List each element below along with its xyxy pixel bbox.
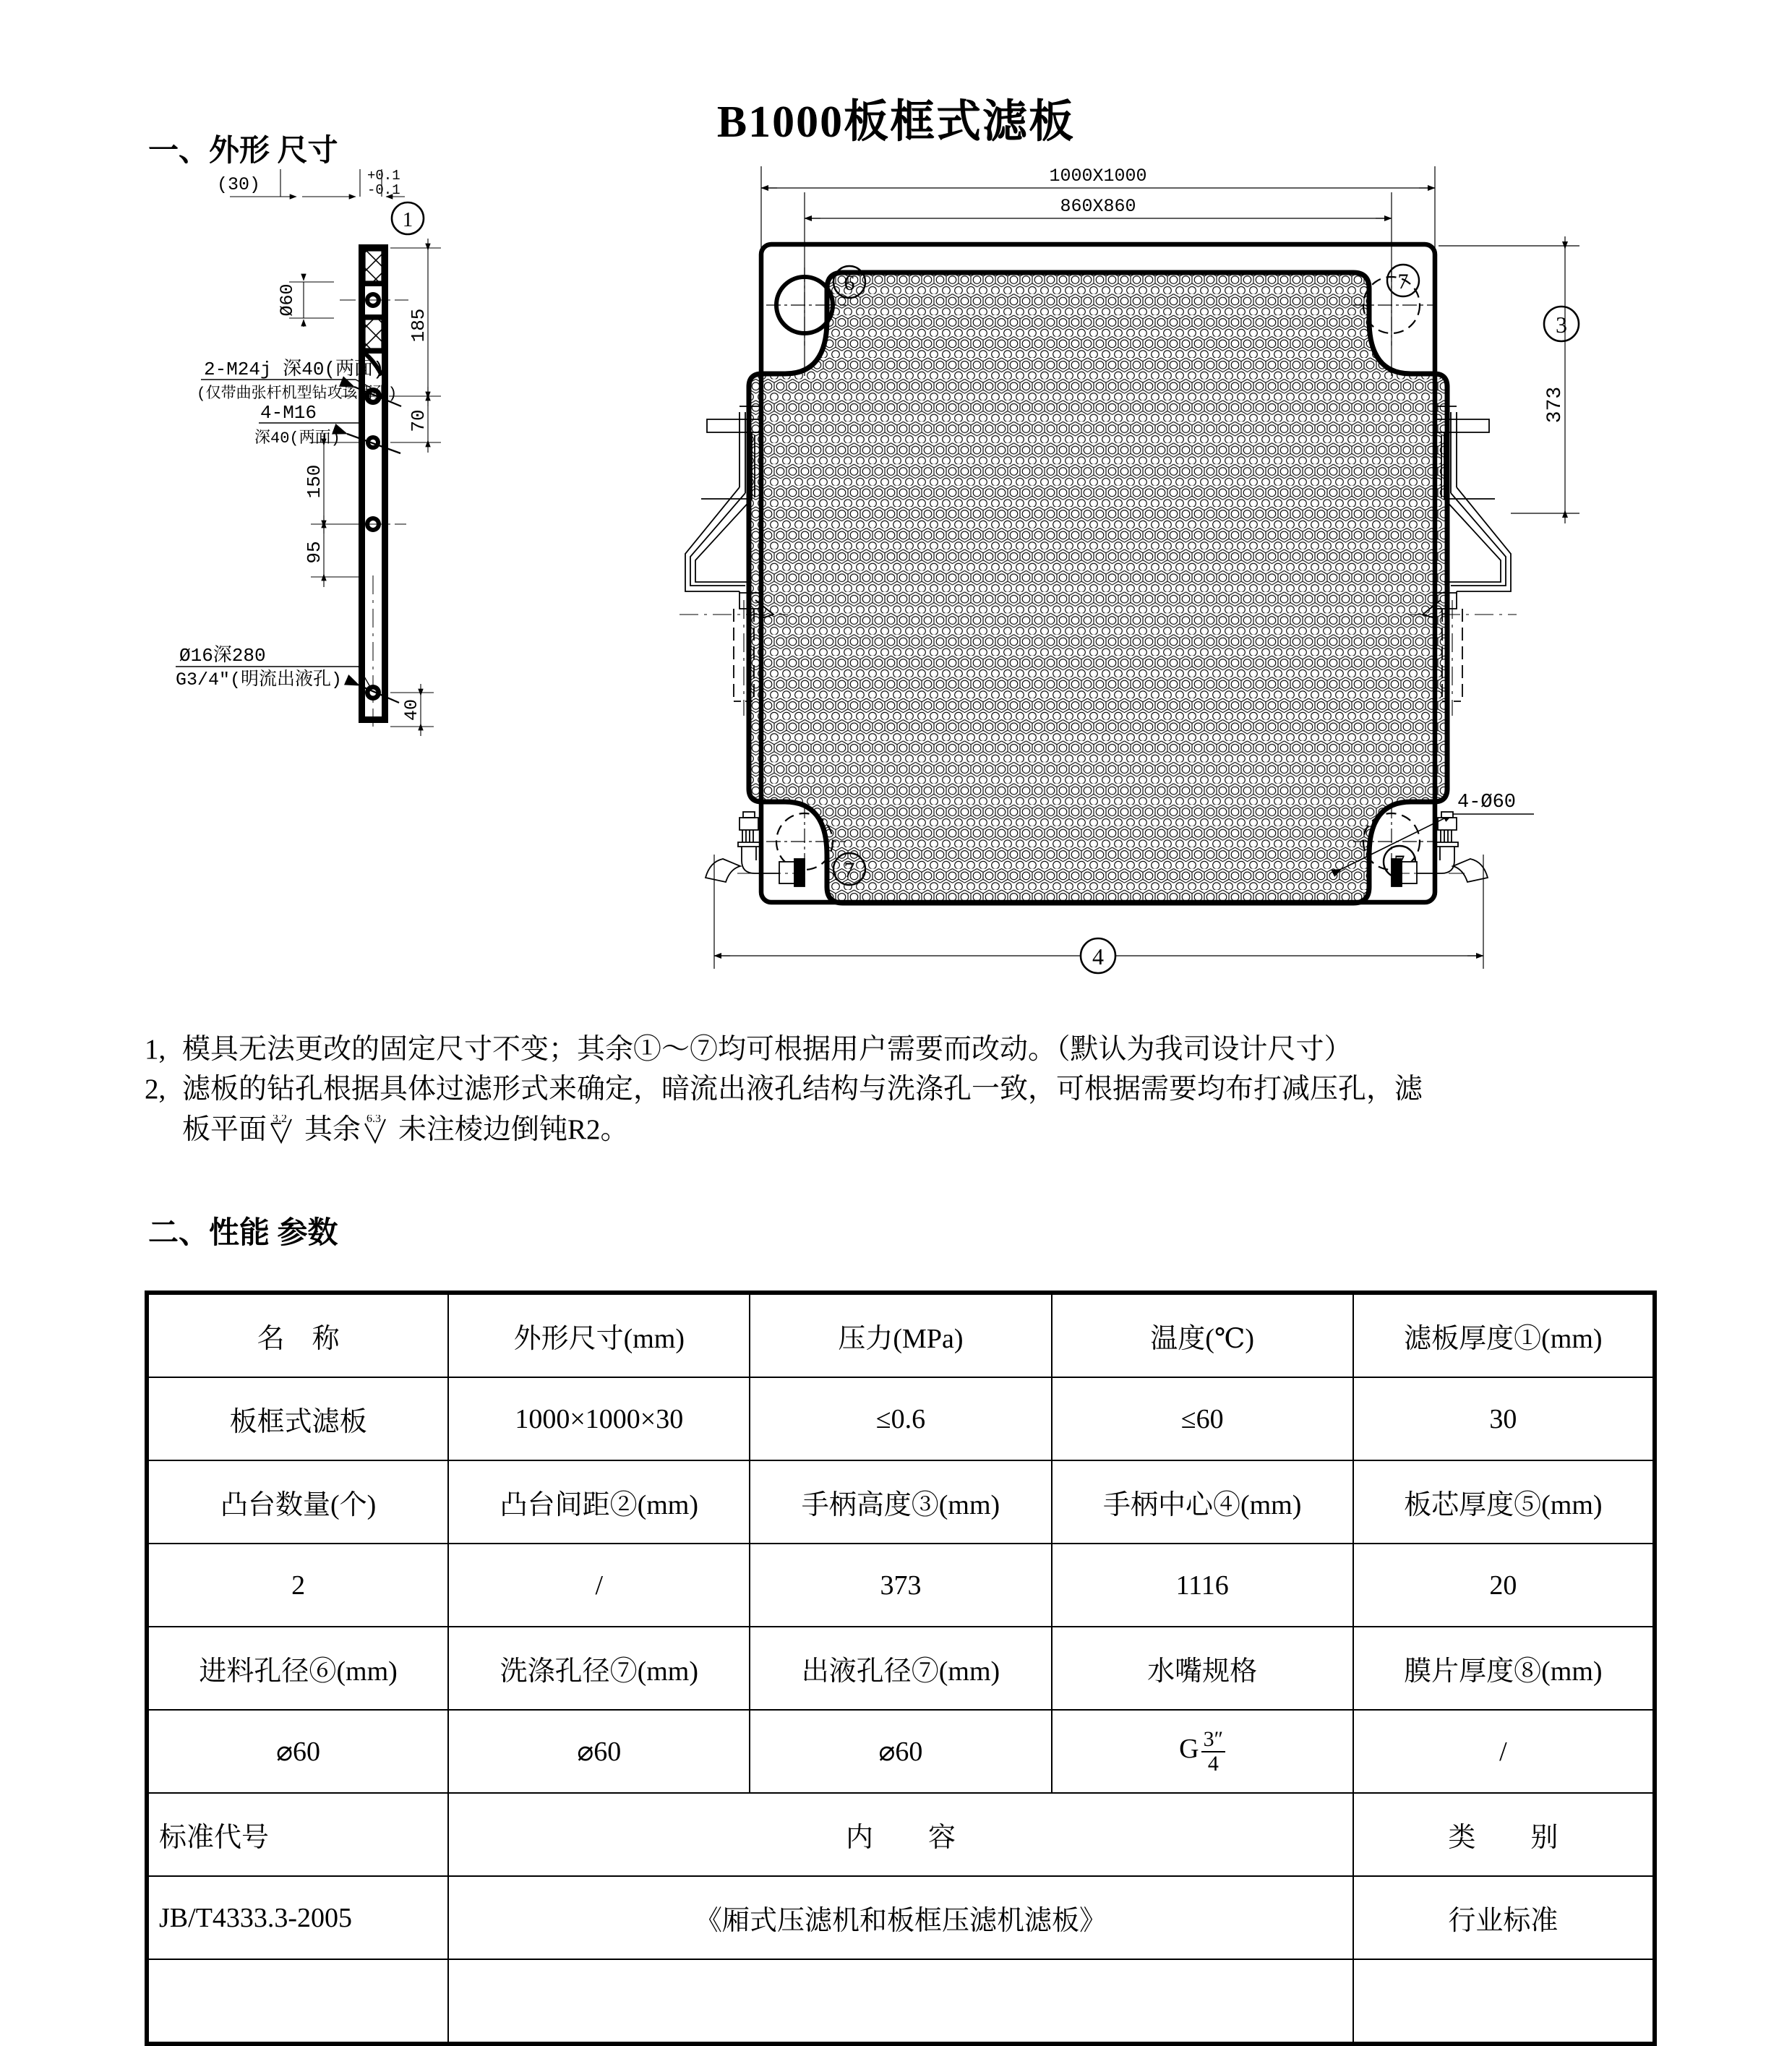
note-2-line2-pre: 板平面 (182, 1113, 267, 1145)
note-2-line2-mid: 其余 (304, 1113, 361, 1145)
cell-boss-count-value: 2 (147, 1544, 448, 1627)
svg-text:150: 150 (304, 464, 325, 499)
svg-text:4-Ø60: 4-Ø60 (1457, 792, 1517, 813)
cell-feed-hole-value: ⌀60 (147, 1710, 448, 1793)
cell-standard-content-value: 《厢式压滤机和板框压滤机滤板》 (448, 1876, 1353, 1959)
table-row (147, 1544, 1655, 1627)
side-section-view (176, 168, 441, 736)
note-2-line2 (145, 1110, 1677, 1150)
cell-outlet-hole-header: 出液孔径⑦(mm) (750, 1627, 1051, 1710)
performance-parameters-table (145, 1290, 1657, 2046)
cell-core-thickness-header: 板芯厚度⑤(mm) (1353, 1460, 1655, 1544)
svg-text:6: 6 (844, 271, 855, 295)
note-1-text: 模具无法更改的固定尺寸不变；其余①～⑦均可根据用户需要而改动。（默认为我司设计尺寸） (182, 1034, 1352, 1065)
table-row-standard-value (147, 1876, 1655, 1959)
cell-dimension-header: 外形尺寸(mm) (448, 1293, 750, 1377)
cell-plate-thickness-header: 滤板厚度①(mm) (1353, 1293, 1655, 1377)
svg-text:7: 7 (844, 858, 855, 882)
svg-text:40: 40 (401, 698, 422, 722)
nozzle-bottom-right (1392, 812, 1488, 886)
cell-boss-spacing-header: 凸台间距②(mm) (448, 1460, 750, 1544)
cell-pressure-header: 压力(MPa) (750, 1293, 1051, 1377)
svg-text:70: 70 (408, 409, 429, 432)
table-row (147, 1377, 1655, 1460)
svg-text:4-M16: 4-M16 (260, 402, 317, 424)
note-2-line1: 滤板的钻孔根据具体过滤形式来确定，暗流出液孔结构与洗涤孔一致，可根据需要均布打减压孔，滤 (182, 1074, 1423, 1105)
cell-temperature-header: 温度(℃) (1052, 1293, 1353, 1377)
nozzle-numerator: 3″ (1201, 1728, 1226, 1752)
page-title: B1000板框式滤板 (716, 98, 1076, 147)
note-2-line2-post: 未注棱边倒钝R2。 (398, 1113, 629, 1145)
nozzle-fraction (1201, 1728, 1226, 1775)
cell-wash-hole-header: 洗涤孔径⑦(mm) (448, 1627, 750, 1710)
svg-text:3.2: 3.2 (273, 1115, 288, 1126)
svg-text:4: 4 (1092, 943, 1104, 970)
svg-text:860X860: 860X860 (1060, 196, 1136, 217)
cell-membrane-thickness-value: / (1353, 1710, 1655, 1793)
cell-membrane-thickness-header: 膜片厚度⑧(mm) (1353, 1627, 1655, 1710)
cell-outlet-hole-value: ⌀60 (750, 1710, 1051, 1793)
roughness-symbol-6p3 (361, 1115, 398, 1144)
notes-block (145, 1030, 1677, 1150)
cell-handle-center-value: 1116 (1052, 1544, 1353, 1627)
svg-text:1: 1 (402, 208, 413, 231)
table-row (147, 1710, 1655, 1793)
cell-plate-thickness-value: 30 (1353, 1377, 1655, 1460)
table-row (147, 1293, 1655, 1377)
table-row-empty (147, 1959, 1655, 2044)
cell-empty-code (147, 1959, 448, 2044)
cell-empty-category (1353, 1959, 1655, 2044)
table-row-standard-header (147, 1793, 1655, 1876)
cell-standard-code-header: 标准代号 (147, 1793, 448, 1876)
table-row (147, 1460, 1655, 1544)
cell-standard-category-header: 类 别 (1353, 1793, 1655, 1876)
svg-text:6.3: 6.3 (366, 1115, 382, 1126)
svg-text:185: 185 (408, 308, 429, 343)
section-heading-performance: 二、性能 参数 (148, 1217, 338, 1250)
plate-front-view (679, 166, 1579, 973)
cell-handle-center-header: 手柄中心④(mm) (1052, 1460, 1353, 1544)
technical-drawing (0, 166, 1792, 1019)
cell-handle-height-header: 手柄高度③(mm) (750, 1460, 1051, 1544)
roughness-symbol-3p2 (267, 1115, 304, 1144)
svg-text:373: 373 (1544, 386, 1566, 424)
svg-text:3: 3 (1556, 312, 1567, 338)
cell-empty-content (448, 1959, 1353, 2044)
cell-name-header: 名 称 (147, 1293, 448, 1377)
svg-text:(仅带曲张杆机型钻攻该两孔): (仅带曲张杆机型钻攻该两孔) (197, 386, 398, 403)
svg-text:2-M24j 深40(两面): 2-M24j 深40(两面) (204, 359, 385, 380)
svg-text:1000X1000: 1000X1000 (1049, 166, 1147, 187)
nozzle-g-letter: G (1179, 1734, 1199, 1765)
svg-text:G3/4″(明流出液孔): G3/4″(明流出液孔) (176, 669, 343, 690)
nozzle-denominator: 4 (1207, 1751, 1219, 1776)
cell-boss-count-header: 凸台数量(个) (147, 1460, 448, 1544)
cell-standard-code-value: JB/T4333.3-2005 (147, 1876, 448, 1959)
cell-nozzle-spec-header: 水嘴规格 (1052, 1627, 1353, 1710)
cell-handle-height-value: 373 (750, 1544, 1051, 1627)
svg-text:(30): (30) (217, 174, 261, 195)
cell-name-value: 板框式滤板 (147, 1377, 448, 1460)
cell-temperature-value: ≤60 (1052, 1377, 1353, 1460)
cell-dimension-value: 1000×1000×30 (448, 1377, 750, 1460)
section-heading-outline: 一、外形 尺寸 (148, 134, 338, 168)
svg-text:深40(两面): 深40(两面) (254, 429, 340, 448)
note-1-number: 1, (145, 1034, 166, 1065)
svg-text:+0.1: +0.1 (367, 168, 400, 184)
cell-boss-spacing-value: / (448, 1544, 750, 1627)
nozzle-bottom-left (706, 812, 805, 886)
cell-core-thickness-value: 20 (1353, 1544, 1655, 1627)
svg-text:7: 7 (1397, 270, 1409, 294)
cell-standard-content-header: 内 容 (448, 1793, 1353, 1876)
note-item-1 (145, 1030, 1677, 1069)
note-item-2 (145, 1069, 1677, 1109)
table-row (147, 1627, 1655, 1710)
cell-nozzle-spec-value (1052, 1710, 1353, 1793)
cell-pressure-value: ≤0.6 (750, 1377, 1051, 1460)
svg-text:95: 95 (304, 541, 325, 564)
note-2-number: 2, (145, 1074, 166, 1105)
svg-text:Ø16深280: Ø16深280 (179, 645, 266, 667)
svg-text:-0.1: -0.1 (367, 182, 400, 198)
cell-standard-category-value: 行业标准 (1353, 1876, 1655, 1959)
cell-feed-hole-header: 进料孔径⑥(mm) (147, 1627, 448, 1710)
svg-text:Ø60: Ø60 (277, 283, 298, 317)
cell-wash-hole-value: ⌀60 (448, 1710, 750, 1793)
